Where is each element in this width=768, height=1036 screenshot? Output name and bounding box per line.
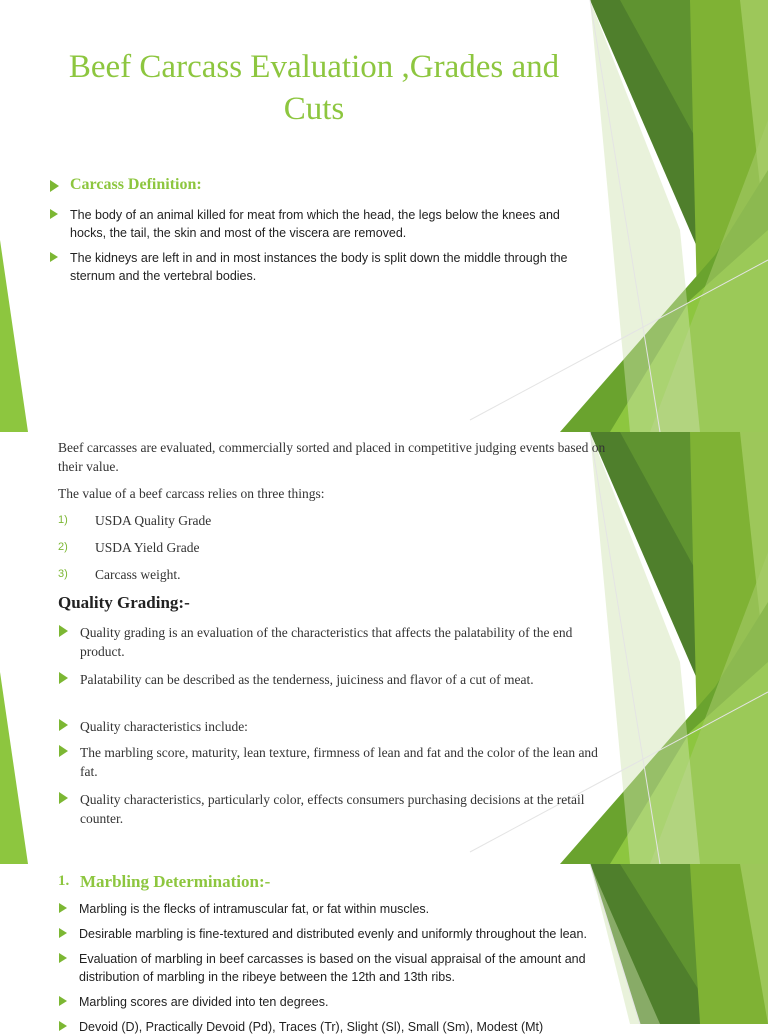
- quality-grading-heading: Quality Grading:-: [58, 593, 190, 612]
- marbling-bullet-2: Desirable marbling is fine-textured and distributed evenly and uniformly throughout the lean.: [79, 927, 587, 941]
- bullet-arrow-icon: [59, 745, 68, 757]
- bullet-arrow-icon: [59, 903, 67, 913]
- slide-1-title: Beef Carcass Evaluation ,Grades and Cuts: [68, 49, 560, 127]
- definition-bullet-2: The kidneys are left in and in most instances the body is split down the middle through the sternum and the vertebral bodies.: [70, 251, 568, 283]
- bullet-arrow-icon: [59, 953, 67, 963]
- slide-3: [0, 864, 768, 1034]
- bullet-arrow-icon: [59, 672, 68, 684]
- numbered-marker: 3): [58, 568, 68, 580]
- quality-bullet-2: Palatability can be described as the tenderness, juiciness and flavor of a cut of meat.: [80, 672, 534, 687]
- intro-paragraph-2: The value of a beef carcass relies on three things:: [58, 486, 325, 501]
- marbling-bullet-5: Devoid (D), Practically Devoid (Pd), Traces (Tr), Slight (Sl), Small (Sm), Modest (Mt): [79, 1020, 544, 1034]
- quality-bullet-1: Quality grading is an evaluation of the characteristics that affects the palatability of the end product.: [80, 625, 573, 659]
- definition-bullet-1: The body of an animal killed for meat from which the head, the legs below the knees and hocks, the tail, the skin and most of the viscera are removed.: [70, 208, 560, 240]
- bullet-arrow-icon: [59, 719, 68, 731]
- marbling-determination-heading: Marbling Determination:-: [80, 872, 271, 891]
- bullet-arrow-icon: [59, 996, 67, 1006]
- bullet-arrow-icon: [59, 625, 68, 637]
- numbered-marker: 1): [58, 514, 68, 526]
- bullet-arrow-icon: [59, 928, 67, 938]
- bullet-arrow-icon: [59, 1021, 67, 1031]
- quality-bullet-3: Quality characteristics include:: [80, 719, 248, 734]
- numbered-item-quality-grade: USDA Quality Grade: [95, 513, 212, 528]
- quality-bullet-4: The marbling score, maturity, lean texture, firmness of lean and fat and the color of the lean and fat.: [80, 745, 598, 779]
- intro-paragraph-1: Beef carcasses are evaluated, commercially sorted and placed in competitive judging events based on their value.: [58, 440, 606, 474]
- numbered-marker: 2): [58, 541, 68, 553]
- marbling-bullet-3: Evaluation of marbling in beef carcasses is based on the visual appraisal of the amount and distribution of marbling in the ribeye between the 12th and 13th ribs.: [79, 952, 586, 984]
- bullet-arrow-icon: [50, 252, 58, 262]
- bullet-arrow-icon: [59, 792, 68, 804]
- numbered-item-yield-grade: USDA Yield Grade: [95, 540, 200, 555]
- slide-2: [0, 432, 768, 864]
- quality-bullet-5: Quality characteristics, particularly color, effects consumers purchasing decisions at the retail counter.: [80, 792, 585, 826]
- bullet-arrow-icon: [50, 209, 58, 219]
- marbling-heading-number: 1.: [58, 873, 70, 889]
- marbling-bullet-4: Marbling scores are divided into ten degrees.: [79, 995, 329, 1009]
- numbered-item-carcass-weight: Carcass weight.: [95, 567, 181, 582]
- marbling-bullet-1: Marbling is the flecks of intramuscular fat, or fat within muscles.: [79, 902, 430, 916]
- carcass-definition-heading: Carcass Definition:: [70, 176, 202, 193]
- slide-1: [0, 0, 768, 432]
- bullet-arrow-icon: [50, 180, 59, 192]
